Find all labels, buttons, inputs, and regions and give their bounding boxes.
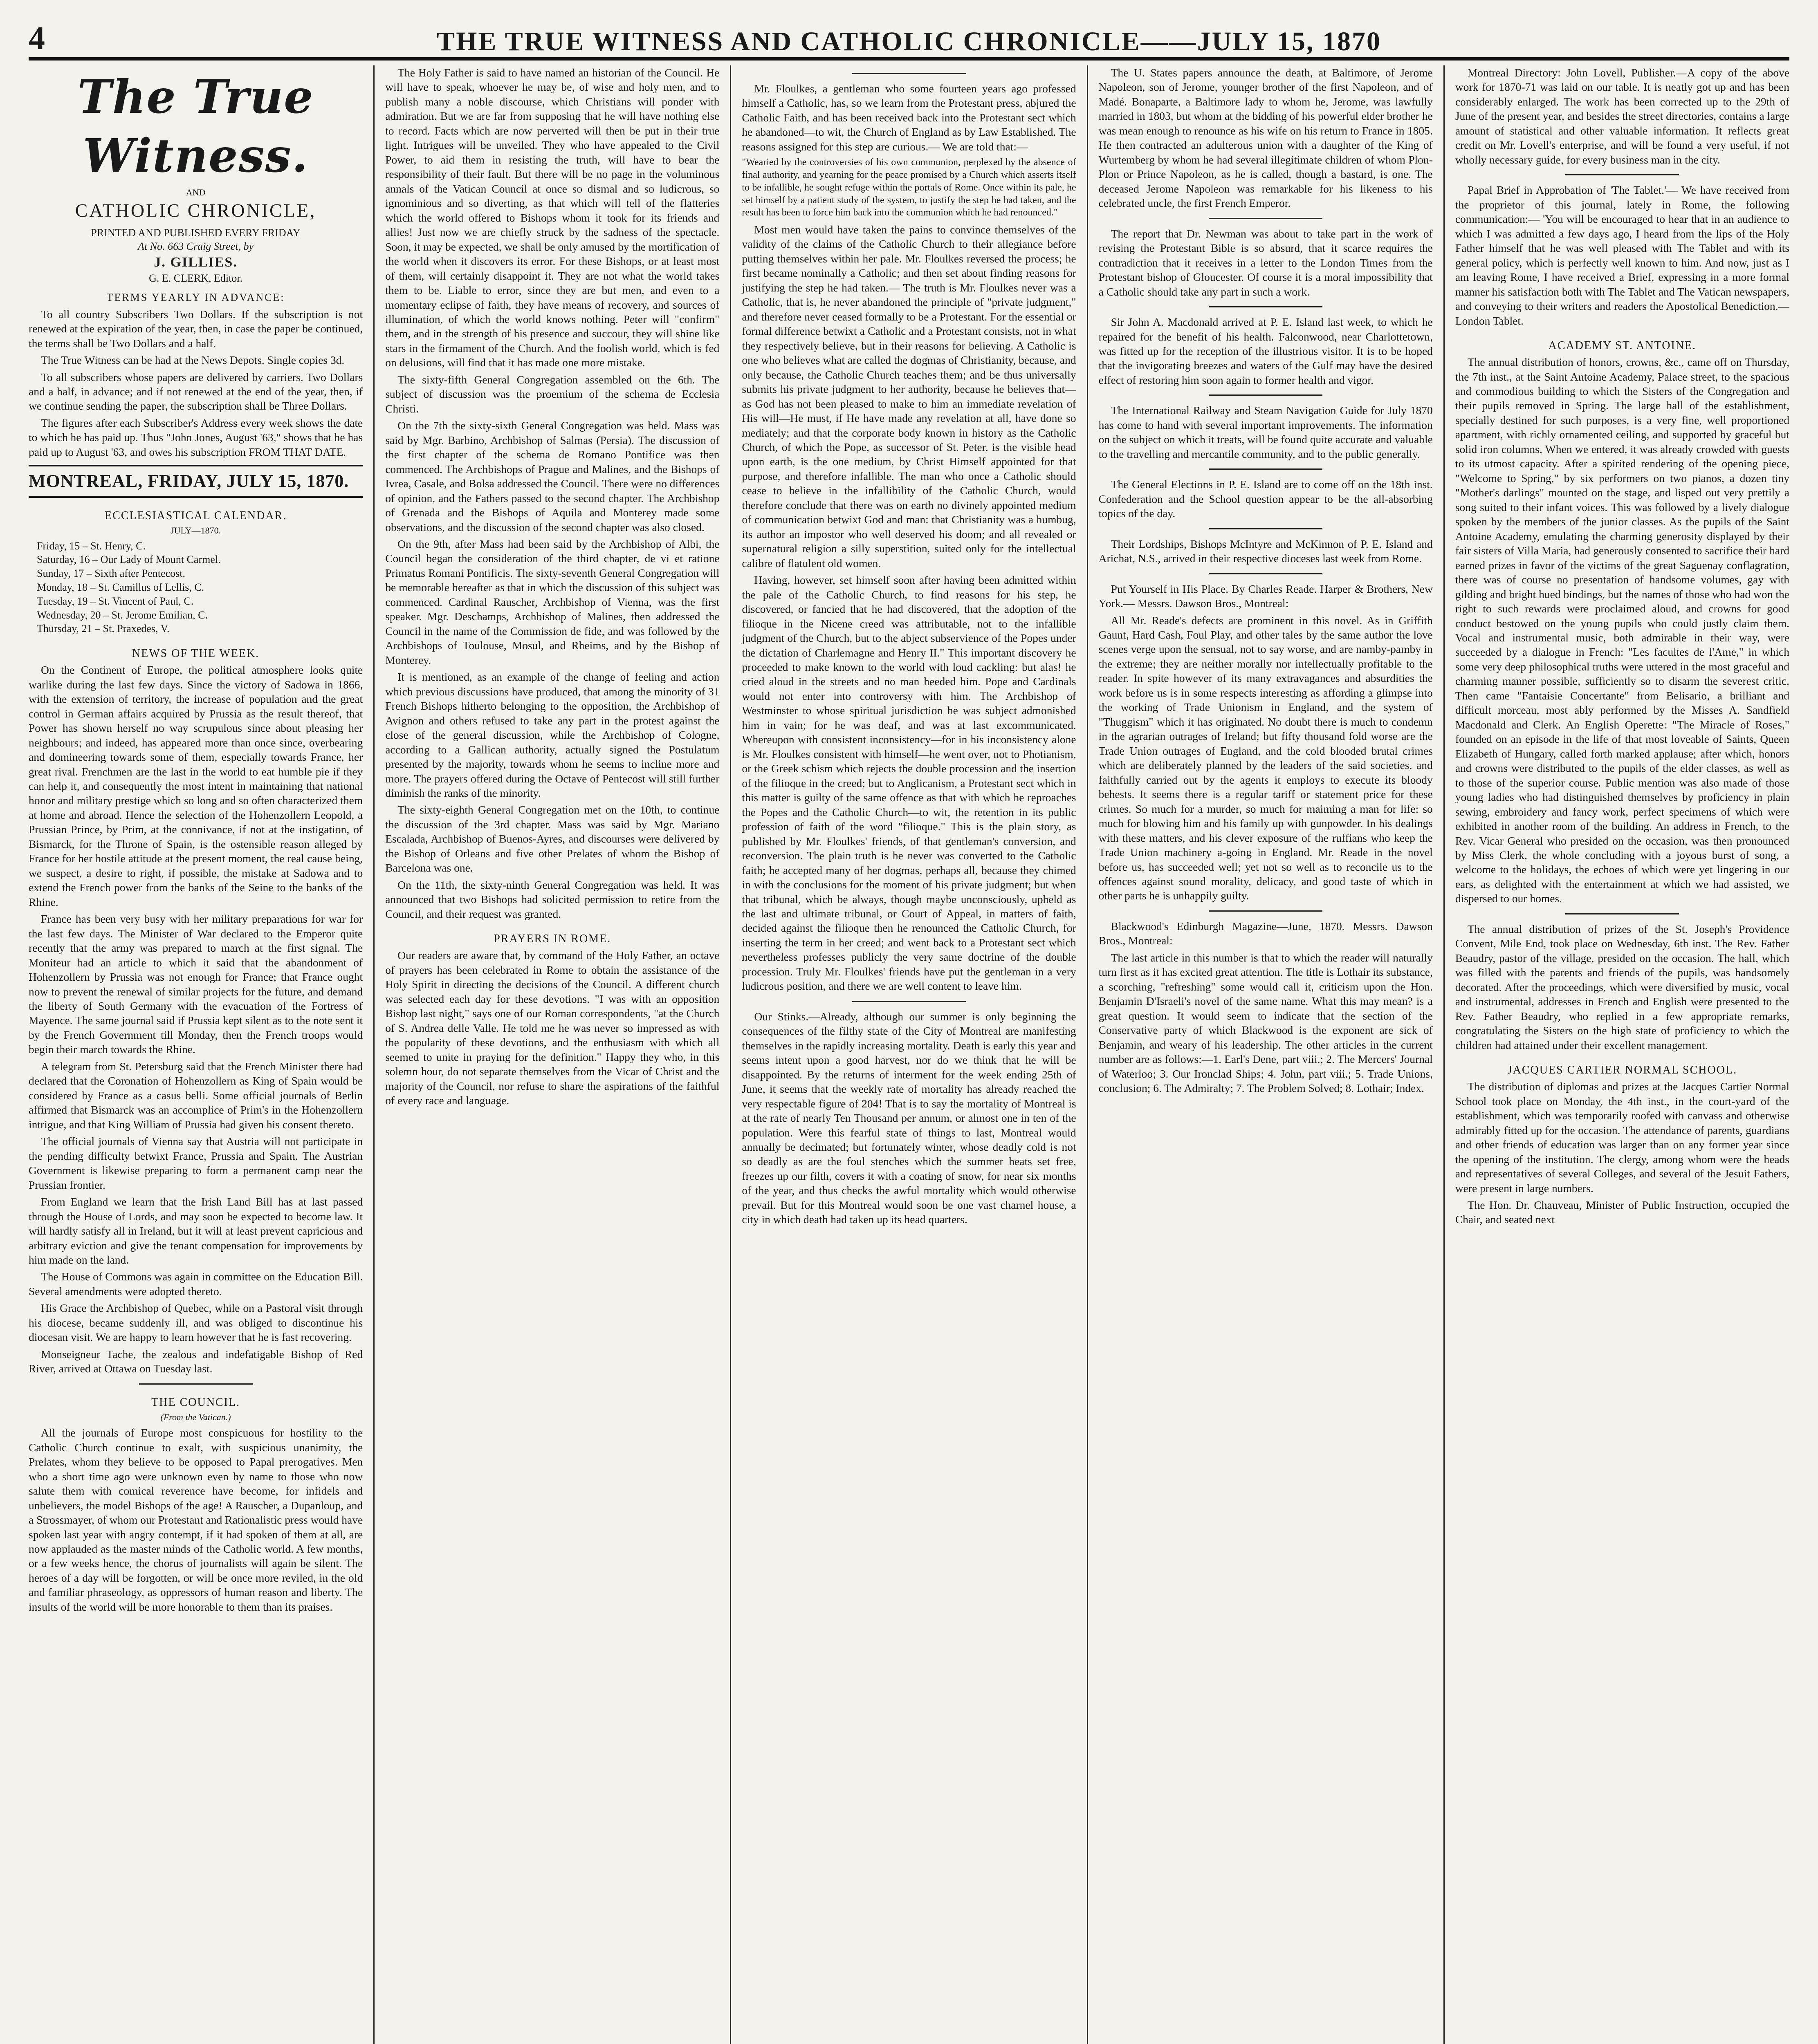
council-paragraph: On the 7th the sixty-sixth General Congregation was held. Mass was said by Mgr. Barbino, Archbishop of Salmas (Persia). The discussion of the first chapter of the schema de Romano Pontifice was then commenced. The Archbishops of Prague and Malines, and the Bishops of Ivrea, Casale, and Bolsa addressed the Council. There were no differences of opinion, and the Fathers passed to the second chapter. The Archbishop of Grenada and the Bishops of Aquila and Monterey made some observations, and the discussion of the second chapter was also closed.: [385, 419, 720, 533]
terms-heading: TERMS YEARLY IN ADVANCE:: [106, 291, 285, 304]
council-paragraph: The sixty-fifth General Congregation assembled on the 6th. The subject of discussion was the proemium of the schema de Ecclesia Christi.: [385, 373, 720, 415]
column-5: [1443, 65, 1789, 2044]
divider: [1209, 573, 1322, 574]
providence-paragraph: The annual distribution of prizes of the St. Joseph's Providence Convent, Mile End, took place on Wednesday, 6th inst. The Rev. Father Beaudry, pastor of the village, presided on the occasion. The hall, which was filled with the parents and friends of the pupils, was handsomely decorated. After the proceedings, which were diversified by music, vocal and instrumental, addresses in French and English were presented to the Rev. Father Beaudry, who replied in a few appropriate remarks, congratulating the Sisters on the high state of proficiency to which the children had attained under their excellent management.: [1455, 922, 1790, 1051]
terms-paragraph: To all subscribers whose papers are delivered by carriers, Two Dollars and a half, in advance; and if not renewed at the end of the year, then, if we continue sending the paper, the subscription shall be Three Dollars.: [29, 370, 363, 412]
railway-paragraph: The International Railway and Steam Navigation Guide for July 1870 has come to hand with several important improvements. The information on the subject on which it treats, will be found quite accurate and valuable to the travelling and mercantile community, and to the public generally.: [1098, 404, 1433, 460]
calendar-entry: Sunday, 17 – Sixth after Pentecost.: [37, 567, 185, 580]
column-1: [29, 65, 373, 2044]
news-paragraph: France has been very busy with her military preparations for war for the last few days. The Minister of War declared to the Emperor quite recently that the army was prepared to march at the first signal. The Moniteur had an article to which it said that the abandonment of Hohenzollern by Prussia was not enough for France; that France ought now to prevent the renewal of similar projects for the future, and demand the liberty of South Germany with the evacuation of the Fortress of Mayence. The same journal said if Prussia kept silent as to the note sent it by the French Government till Monday, then the French troops would begin their march towards the Rhine.: [29, 912, 363, 1056]
macdonald-paragraph: Sir John A. Macdonald arrived at P. E. Island last week, to which he repaired for the benefit of his health. Falconwood, near Charlottetown, was fitted up for the reception of the illustrious visitor. It is to be hoped that the invigorating breezes and waters of the Gulf may have the desired effect of restoring him soon again to former health and vigor.: [1098, 316, 1433, 386]
divider: [139, 1383, 253, 1385]
divider: [1209, 528, 1322, 529]
floulkes-paragraph: Mr. Floulkes, a gentleman who some fourteen years ago professed himself a Catholic, has, so we learn from the Protestant press, abjured the Catholic Faith, and has been received back into the Protestant sect which he abandoned—to wit, the Church of England as by Law Established. The reasons assigned for this step are curious.— We are told that:—: [742, 82, 1076, 153]
cartier-heading: JACQUES CARTIER NORMAL SCHOOL.: [1507, 1064, 1737, 1077]
column-4: [1087, 65, 1443, 2044]
stinks-paragraph: Our Stinks.—Already, although our summer is only beginning the consequences of the filthy state of the City of Montreal are manifesting themselves in the rapidly increasing mortality. Death is early this year and seems intent upon a good harvest, nor do we think that he will be disappointed. By the returns of interment for the week ending 25th of June, it seems that the weekly rate of mortality has already reached the very respectable figure of 204! That is to say the mortality of Montreal is at the rate of nearly Ten Thousand per annum, or almost one in ten of the population. Were this fearful state of things to last, Montreal would annually be decimated; but fortunately winter, whose deadly cold is not so deadly as are the foul stenches which the summer heats set free, freezes up our filth, covers it with a coating of snow, for near six months of the year, and thus checks the awful mortality which would otherwise prevail. But for this Montreal would soon be one vast charnel house, a city in which death had taken up its head quarters.: [742, 1010, 1076, 1226]
directory-paragraph: Montreal Directory: John Lovell, Publisher.—A copy of the above work for 1870-71 was laid on our table. It is neatly got up and has been considerably enlarged. The work has been corrected up to the 29th of June of the present year, and besides the street directories, contains a large amount of statistical and other valuable information. It reflects great credit on Mr. Lovell's enterprise, and will be found a very useful, if not wholly necessary guide, for every business man in the city.: [1455, 66, 1790, 166]
book-review-heading: Put Yourself in His Place. By Charles Reade. Harper & Brothers, New York.— Messrs. Dawson Bros., Montreal:: [1098, 582, 1433, 610]
news-heading: NEWS OF THE WEEK.: [132, 647, 260, 660]
news-paragraph: From England we learn that the Irish Land Bill has at last passed through the House of Lords, and may soon be expected to become law. It will hardly satisfy all in Ireland, but it will at least prevent capricious and arbitrary eviction and give the tenant compensation for improvements by him made on the land.: [29, 1195, 363, 1266]
council-heading: THE COUNCIL.: [151, 1396, 240, 1409]
elections-paragraph: The General Elections in P. E. Island are to come off on the 18th inst. Confederation and the School question appear to be the all-absorbing topics of the day.: [1098, 478, 1433, 520]
divider: [852, 1001, 966, 1002]
prayers-heading: PRAYERS IN ROME.: [494, 932, 611, 946]
cartier-paragraph: The distribution of diplomas and prizes at the Jacques Cartier Normal School took place on Monday, the 4th inst., in the court-yard of the establishment, which was temporarily roofed with canvass and otherwise admirably fitted up for the occasion. The attendance of parents, guardians and other friends of education was larger than on any former year since the opening of the institution. The clergy, among whom were the heads and representatives of several Colleges, and several of the Jesuit Fathers, were present in large numbers.: [1455, 1080, 1790, 1195]
calendar-list: [37, 539, 363, 636]
lordships-paragraph: Their Lordships, Bishops McIntyre and McKinnon of P. E. Island and Arichat, N.S., arrived in their respective dioceses last week from Rome.: [1098, 537, 1433, 565]
news-paragraph: Monseigneur Tache, the zealous and indefatigable Bishop of Red River, arrived at Ottawa on Tuesday last.: [29, 1347, 363, 1375]
masthead-editor: G. E. CLERK, Editor.: [149, 272, 243, 284]
calendar-entry: Friday, 15 – St. Henry, C.: [37, 540, 146, 552]
council-paragraph: On the 11th, the sixty-ninth General Congregation was held. It was announced that two Bishops had solicited permission to retire from the Council, and their request was granted.: [385, 878, 720, 920]
magazine-paragraph: The last article in this number is that to which the reader will naturally turn first as it has excited great attention. The title is Lothair its substance, a scorching, "refreshing" some would call it, criticism upon the Hon. Benjamin D'Israeli's novel of the same name. What this may mean? is a great question. It would seem to indicate that the section of the Conservative party of which Blackwood is the exponent are sick of Benjamin, and weary of his leadership. The other articles in the current number are as follows:—1. Earl's Dene, part viii.; 2. The Mercers' Journal of Waterloo; 3. Our Ironclad Ships; 4. John, part viii.; 5. Trade Unions, conclusion; 6. The Admiralty; 7. The Problem Solved; 8. Lothair; Index.: [1098, 951, 1433, 1095]
magazine-heading: Blackwood's Edinburgh Magazine—June, 1870. Messrs. Dawson Bros., Montreal:: [1098, 919, 1433, 947]
masthead-publisher: J. GILLIES.: [154, 254, 238, 270]
council-paragraph: All the journals of Europe most conspicuous for hostility to the Catholic Church continue to exalt, with suspicious unanimity, the Prelates, whom they believe to be opposed to Papal prerogatives. Men who a short time ago were unknown even by name to those who now salute them with comical reverence have become, for infidels and unbelievers, the model Bishops of the age! A Rauscher, a Dupanloup, and a Strossmayer, of whom our Protestant and Rationalistic press would have spoken last year with angry contempt, if it had spoken of them at all, are now applauded as the master minds of the Catholic world. A few months, or a few weeks hence, the chorus of journalists will again be silent. The heroes of a day will be forgotten, or will be once more reviled, in the old and familiar phraseology, as oppressors of human reason and liberty. The insults of the world will be more honorable to them than its praises.: [29, 1426, 363, 1613]
masthead-title: The True Witness.: [77, 70, 314, 183]
running-head: [29, 8, 1789, 61]
floulkes-quote: "Wearied by the controversies of his own communion, perplexed by the absence of final authority, and yearning for the peace promised by a Church which asserts itself to be infallible, he sought refuge within the portals of Rome. Once within its pale, he set himself by a patient study of the system, to justify the step he had taken, and the result has been to force him back into the communion which he had renounced.": [742, 157, 1076, 218]
divider: [1209, 306, 1322, 307]
cartier-paragraph: The Hon. Dr. Chauveau, Minister of Public Instruction, occupied the Chair, and seated next: [1455, 1198, 1790, 1226]
napoleon-paragraph: The U. States papers announce the death, at Baltimore, of Jerome Napoleon, son of Jerome, younger brother of the first Napoleon, and of Madé. Bonaparte, a Baltimore lady to whom he, Jerome, was lawfully married in 1803, but whom at the bidding of his powerful elder brother he was mean enough to renounce as his wife on his return to France in 1805. He then contracted an adulterous union with a daughter of the King of Wurtemberg by whom he had several illegitimate children of whom Plon-Plon or Prince Napoleon, as he is called, though a bastard, is one. The deceased Jerome Napoleon was remarkable for his likeness to his celebrated uncle, the first French Emperor.: [1098, 66, 1433, 210]
dateline: MONTREAL, FRIDAY, JULY 15, 1870.: [29, 465, 363, 498]
prayers-paragraph: Our readers are aware that, by command of the Holy Father, an octave of prayers has been celebrated in Rome to obtain the assistance of the Holy Spirit in directing the decisions of the Council. A different church was selected each day for these devotions. "I was with an opposition Bishop last night," says one of our Roman correspondents, "at the Church of S. Andrea delle Valle. He told me he was never so impressed as with the popularity of these devotions, and the enthusiasm with which all seemed to unite in praying for the definition." Happy they who, in this solemn hour, do not separate themselves from the Vicar of Christ and the majority of the Council, nor refuse to share the aspirations of the faithful of every race and language.: [385, 949, 720, 1107]
divider: [1565, 174, 1679, 175]
divider: [852, 73, 966, 74]
page-number: 4: [29, 20, 46, 56]
terms-paragraph: The figures after each Subscriber's Address every week shows the date to which he has paid up. Thus "John Jones, August '63," shows that he has paid up to August '63, and owes his subscription FROM THAT DATE.: [29, 416, 363, 458]
calendar-entry: Monday, 18 – St. Camillus of Lellis, C.: [37, 581, 204, 593]
floulkes-paragraph: Most men would have taken the pains to convince themselves of the validity of the claims of the Catholic Church to their allegiance before putting themselves within her pale. Mr. Floulkes reversed the process; he first became nominally a Catholic; and then set about finding reasons for justifying the step he had taken.— The truth is Mr. Floulkes never was a Catholic, that is, he never abandoned the principle of "private judgment," and therefore never ceased formally to be a Protestant. For the essential or formal difference betwixt a Catholic and a Protestant consists, not in what they respectively believe, but in their reasons for believing. A Catholic is one who believes what are called the dogmas of Christianity, because, and only because, the Catholic Church teaches them; and be thus universally submits his private judgment to her authority, because he believes that—as God has not been pleased to make to him an immediate revelation of His will—He must, if He have made any revelation at all, have done so mediately; and that the corporate body known in history as the Catholic Church, of which the Pope, as successor of St. Peter, is the visible head upon earth, is the one medium, by Christ Himself appointed for that purpose, and therefore infallible. The man who once a Catholic should cease to believe in the infallibility of the Catholic Church, would therefore conclude that there was on earth no divinely appointed medium of communication betwixt God and man: that Christianity was a humbug, its author an impostor who well deserved his doom; and all revealed or supernatural religion a silly superstition, suited only for the intellectual calibre of flatulent old women.: [742, 223, 1076, 569]
council-source: (From the Vatican.): [160, 1412, 231, 1422]
calendar-heading: ECCLESIASTICAL CALENDAR.: [105, 509, 287, 522]
terms-paragraph: The True Witness can be had at the News Depots. Single copies 3d.: [41, 354, 345, 367]
columns: [29, 65, 1789, 2044]
running-title: THE TRUE WITNESS AND CATHOLIC CHRONICLE——JULY 15, 1870: [437, 27, 1381, 56]
calendar-entry: Wednesday, 20 – St. Jerome Emilian, C.: [37, 609, 208, 621]
news-paragraph: A telegram from St. Petersburg said that the French Minister there had declared that the Coronation of Hohenzollern as King of Spain would be considered by France as a casus belli. Some official journals of Berlin affirmed that Bismarck was an accomplice of Prim's in the Hohenzollern intrigue, and that King William of Prussia had given his consent thereto.: [29, 1060, 363, 1131]
divider: [1209, 468, 1322, 470]
divider: [1209, 910, 1322, 912]
academy-paragraph: The annual distribution of honors, crowns, &c., came off on Thursday, the 7th inst., at the Saint Antoine Academy, Palace street, to the spacious and commodious building to which the Sisters of the Congregation and their pupils removed in Spring. The large hall of the establishment, specially destined for such purposes, is a very fine, well proportioned apartment, with richly ornamented ceiling, and supported by graceful but solid iron columns. When we entered, it was already crowded with guests to its utmost capacity. After a spirited rendering of the opening piece, "Welcome to Spring," by six performers on two pianos, a dozen tiny "Mother's darlings" mounted on the stage, and lisped out very prettily a song suited to their infant voices. This was followed by a lively dialogue spoken by the members of the junior classes. As the pupils of the Saint Antoine Academy, emulating the charming generosity displayed by their fair sisters of Villa Maria, had generously consented to sacrifice their hard earned prizes in favor of the victims of the great Saguenay conflagration, there was of course no presentation of handsome volumes, gay with gilding and bright hued bindings, but the names of those who had won the right to such rewards were proclaimed aloud, and crowns for good conduct bestowed on the young pupils who could justly claim them. Vocal and instrumental music, both admirable in their way, were succeeded by a dialogue in French: "Les facultes de l'Ame," in which some very deep philosophical truths were uttered in the most graceful and charming manner possible, sufficiently so to disarm the severest critic. Then came "Fantaisie Concertante" from Belisario, a brilliant and difficult morceau, most ably performed by the Misses A. Sandfield Macdonald and Clerk. An English Operette: "The Miracle of Roses," founded on an episode in the life of that most loveable of Saints, Queen Elizabeth of Hungary, called forth marked applause; after which, honors and crowns were distributed to the pupils of the elder classes, as well as to those of the superior course. Public mention was also made of those young ladies who had distinguished themselves by proficiency in plain sewing, embroidery and fancy work, perfect specimens of which were exhibited in another room of the building. An address in French, to the Rev. Vicar General who presided on the occasion, was then pronounced by Miss Clerk, the whole concluding with a joyous burst of song, a welcome to the holidays, the echoes of which were yet lingering in our ears, as delighted with the entertainment at which we had assisted, we dispersed to our homes.: [1455, 356, 1790, 905]
news-paragraph: The official journals of Vienna say that Austria will not participate in the pending difficulty betwixt France, Prussia and Spain. The Austrian Government is likewise preparing to form a permanent camp near the Prussian frontier.: [29, 1135, 363, 1191]
council-paragraph: The Holy Father is said to have named an historian of the Council. He will have to speak, whoever he may be, of wise and holy men, and to publish many a noble discourse, which Christians will ponder with admiration. But we are far from supposing that he will have nothing else to record. Facts which are now perverted will then be put in their true light. Intrigues will be unveiled. They who have appealed to the Civil Power, to aid them in resisting the truth, will have to bear the responsibility of their fault. But there will be no page in the voluminous annals of the Vatican Council at once so dismal and so ludicrous, so ignominious and so diverting, as that which will tell of the flatteries which the world offered to Bishops whom it took for its friends and allies! Just now we are chiefly struck by the sadness of the spectacle. Soon, it may be expected, we shall be only amused by the mortification of the world when it discovers its error. For these Bishops, or at least most of them, will certainly disappoint it. They are not what the world takes them to be. Liable to error, since they are but men, and even to a momentary eclipse of faith, they have means of recovery, and sources of illumination, of which the world knows nothing. Peter will "confirm" them, and in the strength of his presence and succour, they will shine like stars in the firmament of the Church. And the foolish world, which is fed on delusions, will find that it has made one more mistake.: [385, 66, 720, 369]
divider: [1209, 218, 1322, 219]
divider: [1565, 913, 1679, 914]
calendar-month: JULY—1870.: [171, 525, 221, 536]
calendar-entry: Thursday, 21 – St. Praxedes, V.: [37, 623, 170, 635]
terms-paragraph: To all country Subscribers Two Dollars. If the subscription is not renewed at the expiration of the year, then, in case the paper be continued, the terms shall be Two Dollars and a half.: [29, 307, 363, 350]
masthead-subtitle: CATHOLIC CHRONICLE,: [75, 200, 316, 221]
masthead-and: AND: [186, 187, 206, 197]
calendar-entry: Tuesday, 19 – St. Vincent of Paul, C.: [37, 595, 194, 607]
masthead-line-2: At No. 663 Craig Street, by: [138, 240, 254, 253]
floulkes-paragraph: Having, however, set himself soon after having been admitted within the pale of the Catholic Church, to find reasons for his step, he discovered, or fancied that he had discovered, that the adoption of the filioque in the Nicene creed was attributable, not to the infallible judgment of the Church, but to the abject subservience of the Popes under the dictation of Charlemagne and Henry II." This important discovery he proceeded to make known to the world with loud cackling: but alas! he cried aloud in the streets and no man heeded him. Pope and Cardinals would not enter into controversy with him. The Archbishop of Westminster to whose spiritual jurisdiction he was subject admonished him in vain; for he was deaf, and was at last excommunicated. Whereupon with consistent inconsistency—for in his inconsistency alone is Mr. Floulkes consistent with himself—he went over, not to Photianism, or the Greek schism which rejects the double procession and the insertion of the filioque in the creed; but to Anglicanism, a Protestant sect which in this matter is guilty of the same offence as that with which he reproaches the Popes and the Catholic Church—to wit, the retention in its public profession of faith of the word "filioque." This is the plain story, as published by Mr. Floulkes' friends, of that gentleman's conversion, and reconversion. The plain truth is he never was converted to the Catholic faith; he accepted many of her dogmas, perhaps all, because they chimed in with the conclusions for the moment of his private judgment; but when that tribunal, which be always, though maybe unconsciously, upheld as the last and ultimate tribunal, or Court of Appeal, in matters of faith, decided against the filioque then he renounced the Catholic Church, for inserting the term in her creed; and went back to a Protestant sect which nevertheless professes publicly the very same doctrine of the double procession. Truly Mr. Floulkes' friends have put the gentleman in a very ludicrous position, and there we are well content to leave him.: [742, 574, 1076, 993]
masthead-line-1: PRINTED AND PUBLISHED EVERY FRIDAY: [91, 226, 301, 239]
news-paragraph: The House of Commons was again in committee on the Education Bill. Several amendments were adopted thereto.: [29, 1270, 363, 1298]
papal-brief-paragraph: Papal Brief in Approbation of 'The Tablet.'— We have received from the proprietor of this journal, lately in Rome, the following communication:— 'You will be encouraged to hear that in an audience to which I was admitted a few days ago, I heard from the lips of the Holy Father himself that he was well pleased with The Tablet and with its general policy, which is perfectly well known to him. And now, just as I am leaving Rome, I have received a Brief, expressing in a more formal manner his satisfaction both with The Tablet and The Vatican newspapers, and conveying to their writers and readers the Apostolical Benediction.—London Tablet.: [1455, 184, 1790, 327]
council-paragraph: It is mentioned, as an example of the change of feeling and action which previous discussions have produced, that among the minority of 31 French Bishops hitherto belonging to the opposition, the Archbishop of Avignon and others refused to take any part in the protest against the close of the general discussion, while the Archbishop of Cologne, according to a Gallican authority, actually signed the Postulatum presented by the majority, towards whom he seems to incline more and more. The prayers offered during the Octave of Pentecost will still further diminish the ranks of the minority.: [385, 670, 720, 799]
newman-paragraph: The report that Dr. Newman was about to take part in the work of revising the Protestant Bible is so absurd, that it scarce requires the contradiction that it receives in a letter to the London Times from the Protestant bishop of Gloucester. Of course it is a moral impossibility that a Catholic should take any part in such a work.: [1098, 227, 1433, 298]
news-paragraph: On the Continent of Europe, the political atmosphere looks quite warlike during the last few days. Since the victory of Sadowa in 1866, with the extension of territory, the increase of population and the great control in German affairs acquired by Prussia as the result thereof, that Power has shown herself no way scrupulous since about pleasing her neighbours; and indeed, has appeared more than once since, overbearing and domineering towards some of them, especially towards France, her great rival. Frenchmen are the last in the world to eat humble pie if they can help it, and consequently the most intent in maintaining that national honor and military prestige which so long and so often characterized them at home and abroad. Hence the selection of the Hohenzollern Leopold, a Prussian Prince, by Prim, at the connivance, if not at the instigation, of Bismarck, for the Throne of Spain, is the ostensible reason alleged by France for her hostile attitude at the present moment, the real cause being, we suspect, a desire to right, if possible, the mistake at Sadowa and to extend the French power from the banks of the Seine to the banks of the Rhine.: [29, 663, 363, 908]
council-paragraph: On the 9th, after Mass had been said by the Archbishop of Albi, the Council began the consideration of the third chapter, de vi et ratione Primatus Romani Pontificis. The sixty-seventh General Congregation will be memorable hereafter as that in which the discussion of this subject was commenced. Cardinal Rauscher, Archbishop of Vienna, was the first speaker. Mgr. Deschamps, Archbishop of Malines, then addressed the Council in the name of the Commission de fide, and was followed by the Archbishops of Toulouse, Mosul, and Rheims, and by the Bishop of Monterey.: [385, 538, 720, 666]
council-paragraph: The sixty-eighth General Congregation met on the 10th, to continue the discussion of the 3rd chapter. Mass was said by Mgr. Mariano Escalada, Archbishop of Buenos-Ayres, and discourses were delivered by the Bishop of Orleans and five other Prelates of whom the Bishop of Barcelona was one.: [385, 803, 720, 874]
news-paragraph: His Grace the Archbishop of Quebec, while on a Pastoral visit through his diocese, became suddenly ill, and was obliged to discontinue his diocesan visit. We are happy to learn however that he is fast recovering.: [29, 1302, 363, 1344]
divider: [1209, 394, 1322, 396]
column-3: [730, 65, 1086, 2044]
calendar-entry: Saturday, 16 – Our Lady of Mount Carmel.: [37, 554, 221, 566]
column-2: [373, 65, 730, 2044]
academy-heading: ACADEMY ST. ANTOINE.: [1548, 339, 1697, 352]
book-review-paragraph: All Mr. Reade's defects are prominent in this novel. As in Griffith Gaunt, Hard Cash, Foul Play, and other tales by the same author the love scenes verge upon the sensual, not to say worse, and are namby-pamby in the extreme; they are neither morally nor intellectually profitable to the reader. In spite however of its many extravagances and absurdities the work before us is in some respects interesting as affording a glimpse into the working of Trade Unionism in England, and the system of "Thuggism" which it has originated. No doubt there is much to condemn in the agrarian outrages of Ireland; but fifty thousand fold worse are the Trade Union outrages of England, and the cold blooded brutal crimes which are deliberately planned by the leaders of the said societies, and faithfully carried out by the agents it employs to execute its bloody behests. It seems there is a regular tariff or statement price for these crimes. So much for a murder, so much for maiming a man for life: so much for blowing him and his family up with gunpowder. In his dealings with these matters, and his clever exposure of the ruffians who keep the Trade Union machinery a-going in England. Mr. Reade in the novel before us, has succeeded well; yet not so well as to reconcile us to the offences against sound morality, delicacy, and good taste of which in other parts he is unhappily guilty.: [1098, 614, 1433, 902]
